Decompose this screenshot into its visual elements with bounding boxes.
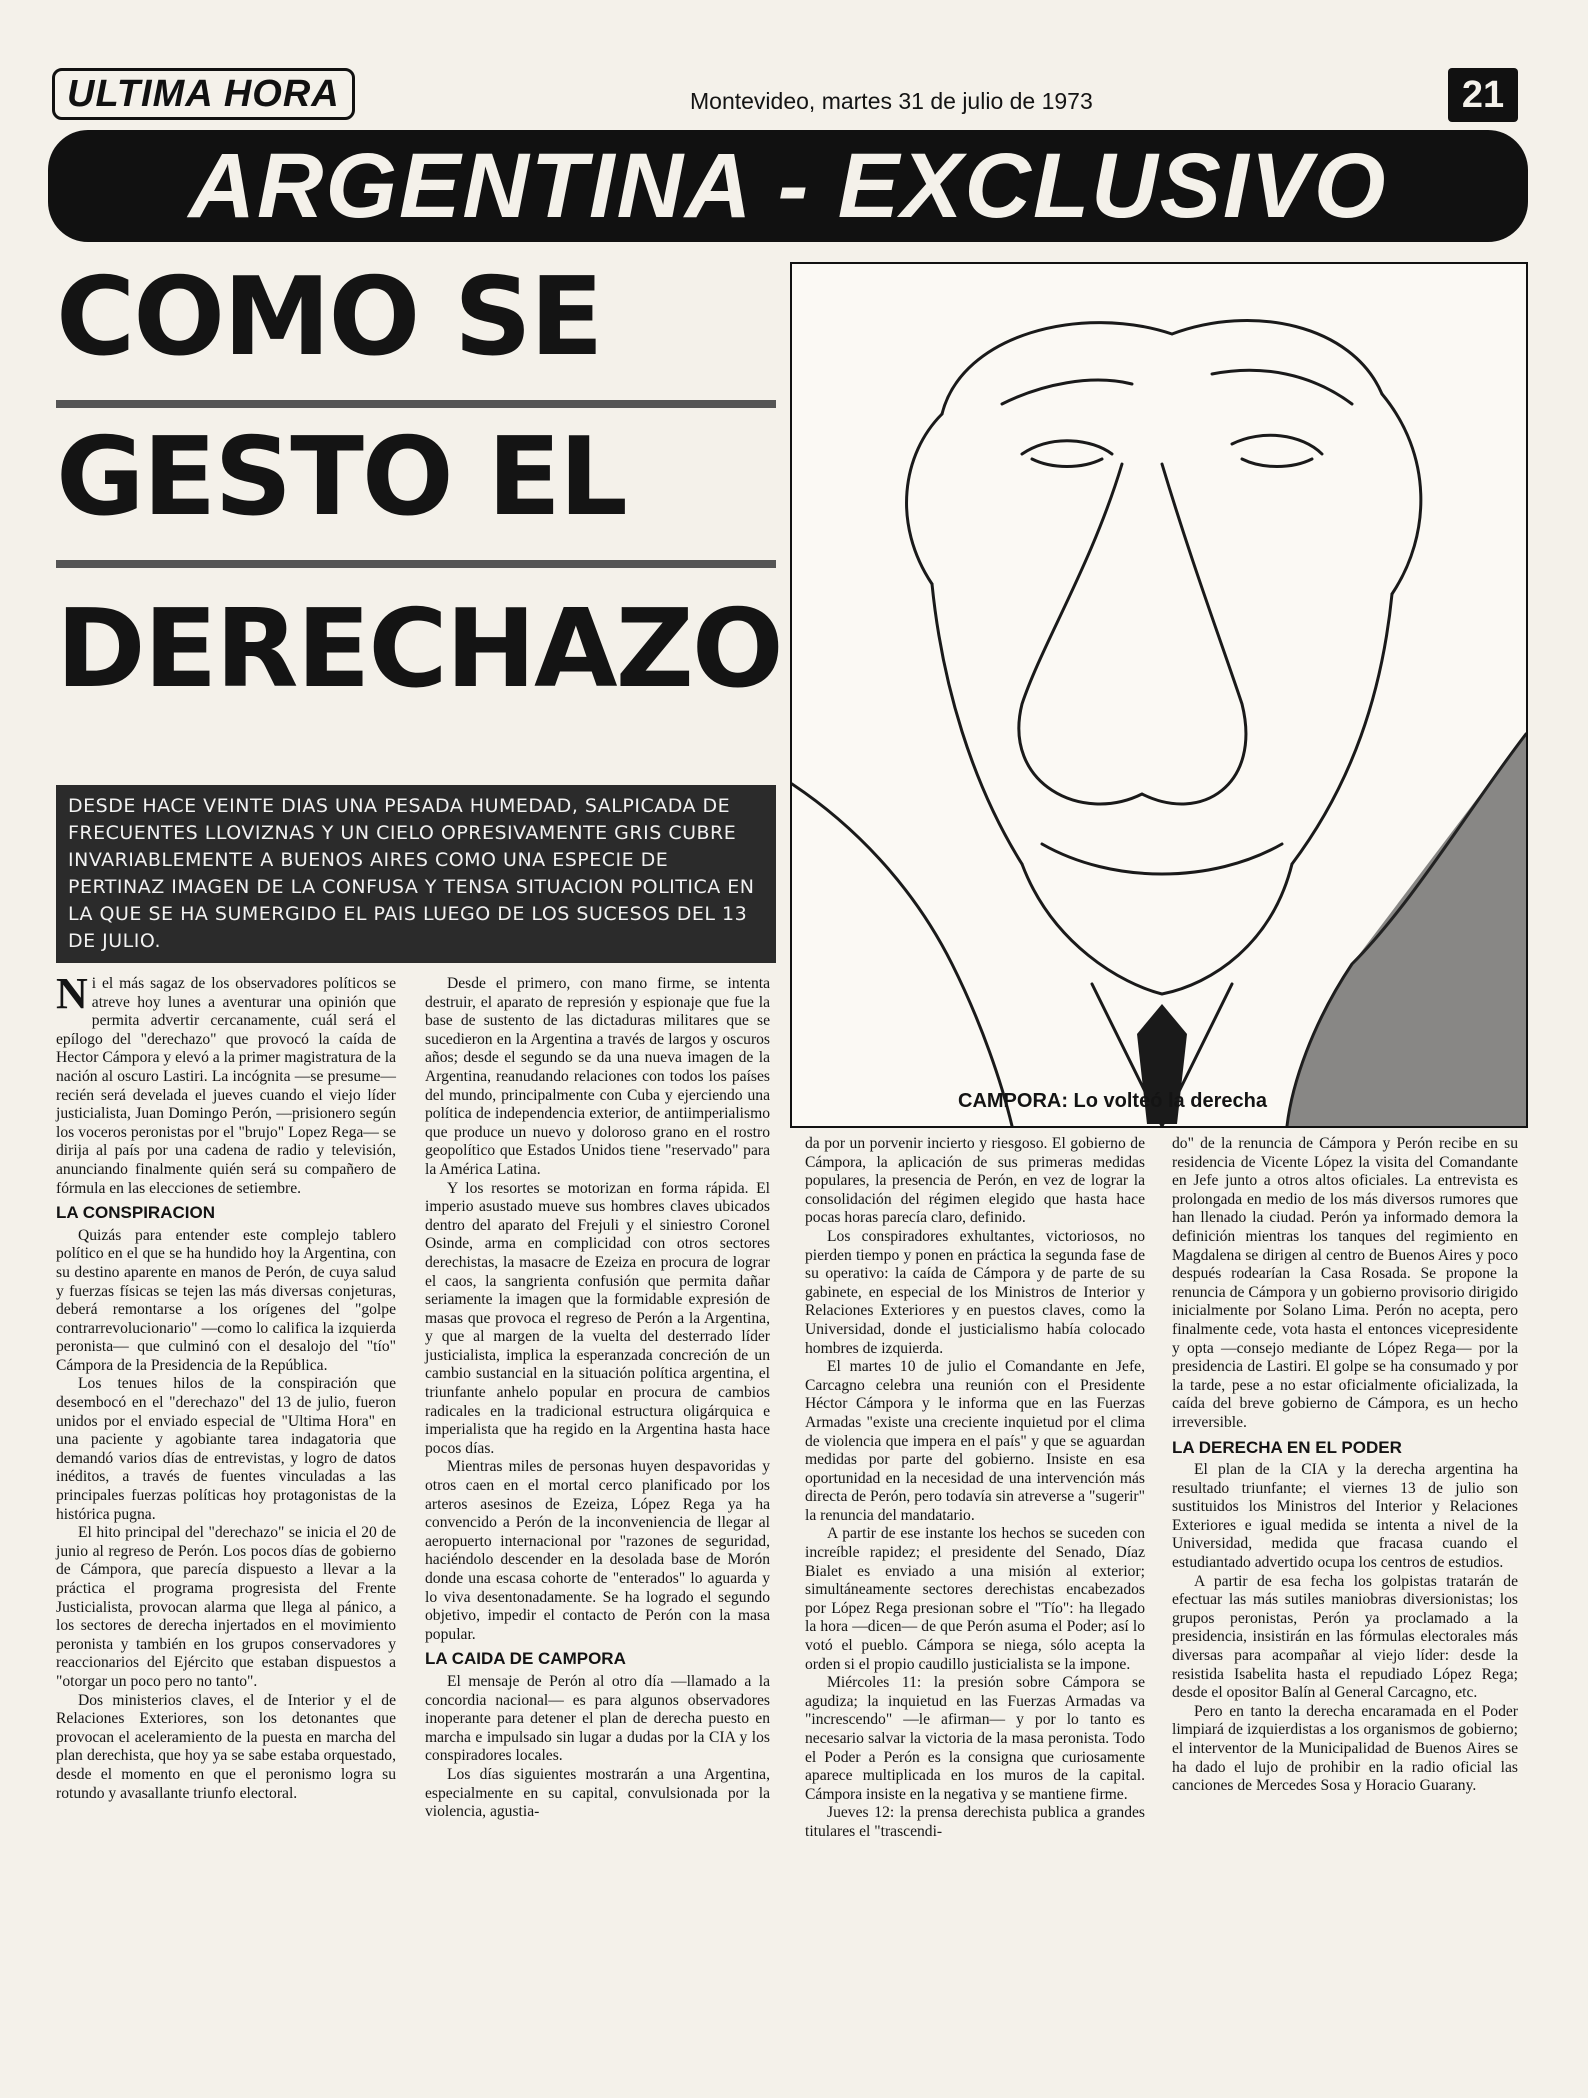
col3-paragraph-2: Los conspiradores exhultantes, victoriosos, no pierden tiempo y ponen en práctica la segunda fase de su operativo: la caída de Cámpora y de parte de su gabinete, en especial de los Ministros de Interior y Relaciones Exteriores y en puestos claves, como la Universidad, donde el justicialismo había colocado hombres de izquierda. — [805, 1227, 1145, 1357]
col4-subhead: LA DERECHA EN EL PODER — [1172, 1437, 1402, 1457]
article-column-3 — [805, 1135, 1145, 1842]
col3-paragraph-5: Miércoles 11: la presión sobre Cámpora se agudiza; la inquietud en las Fuerzas Armadas va "increscendo" —le afirman— y por lo tanto es necesario salvar la victoria de la masa peronista. Todo el Poder a Perón es la consigna que curiosamente aparece multiplicada en los muros de la capital. Cámpora insiste en la negativa y se mantiene firme. — [805, 1674, 1145, 1803]
col2-paragraph-3: Mientras miles de personas huyen despavoridas y otros caen en el mortal cerco planificado por los arteros asesinos de Ezeiza, López Rega ya ha convencido a Perón de la inconveniencia de llegar al aeropuerto internacional por "razones de seguridad, haciéndolo descender en la desolada base de Morón donde una escasa cohorte de "enterados" lo aguarda y lo viva desentonadamente. Se ha logrado el segundo objetivo, impedir el contacto de Perón con la masa popular. — [425, 1458, 770, 1643]
masthead-logo: ULTIMA HORA — [52, 68, 355, 120]
col1-paragraph-1 — [56, 969, 396, 1198]
section-banner-text: ARGENTINA - EXCLUSIVO — [188, 135, 1388, 237]
article-column-2 — [425, 975, 770, 1822]
col2-paragraph-1: Desde el primero, con mano firme, se intenta destruir, el aparato de represión y espionaje que fue la base de sustento de las dictaduras militares que se sucedieron en la Argentina a través de largos y oscuros años; desde el segundo se da una nueva imagen de la Argentina, reanudando relaciones con todos los países del mundo, principalmente con Cuba y ejerciendo una política de independencia exterior, de antiimperialismo que produce un nuevo y doloroso grano en el rostro geopolítico que Estados Unidos tiene "reservado" para la América Latina. — [425, 975, 770, 1178]
headline-line-1: COMO SE — [56, 255, 602, 380]
col4-paragraph-2: El plan de la CIA y la derecha argentina ha resultado triunfante; el viernes 13 de julio son sustituidos los Ministros del Interior y Relaciones Exteriores e igual medida se intenta a nivel de la Universidad, medida que fracasa cuando el estudiantado advertido ocupa los centros de estudios. — [1172, 1461, 1518, 1572]
col2-paragraph-2: Y los resortes se motorizan en forma rápida. El imperio asustado mueve sus hombres claves ubicados dentro del aparato del Frejuli y el siniestro Coronel Osinde, arma en complicidad con otros sectores derechistas, la masacre de Ezeiza en procura de lograr el caos, la sangrienta confusión que permita dañar seriamente la imagen que la formidable expresión de masas que provoca el regreso de Perón a la Argentina, y que al margen de la vuelta del desterrado líder justicialista, implica la esperanzada concreción de un cambio sustancial en la situación política argentina, el triunfante anhelo popular en procura de cambios radicales en la tradicional estructura oligárquica e imperialista que ha regido en la Argentina hasta hace pocos días. — [425, 1179, 770, 1457]
masthead — [52, 68, 422, 120]
drop-cap: N — [56, 969, 88, 1018]
col1-paragraph-3: Los tenues hilos de la conspiración que desembocó en el "derechazo" del 13 de julio, fueron unidos por el enviado especial de "Ultima Hora" en una paciente y agobiante tarea indagatoria que demandó varios días de entrevistas, y logro de datos inéditos, a través de fuentes vinculadas a las principales fuerzas políticas hoy protagonistas de la histórica pugna. — [56, 1375, 396, 1523]
headline-line-2: GESTO EL — [56, 415, 626, 540]
col2-subhead: LA CAIDA DE CAMPORA — [425, 1649, 626, 1669]
col3-paragraph-1: da por un porvenir incierto y riesgoso. El gobierno de Cámpora, la aplicación de sus primeras medidas populares, la presencia de Perón, en vez de lograr la consolidación del régimen elegido que hasta hace pocas horas parecía claro, definido. — [805, 1135, 1145, 1227]
col1-paragraph-5: Dos ministerios claves, el de Interior y el de Relaciones Exteriores, son los detonantes que provocan el aceleramiento de la puesta en marcha del plan derechista, que hoy ya se sabe estaba orquestado, desde el momento en que el peronismo logra su rotundo y avasallante triunfo electoral. — [56, 1691, 396, 1802]
col3-paragraph-4: A partir de ese instante los hechos se suceden con increíble rapidez; el presidente del Senado, Díaz Bialet es enviado a una misión al exterior; simultáneamente sectores derechistas encabezados por López Rega presionan sobre el "Tío": ha llegado la hora —dicen— de que Perón asuma el Poder; así lo votó el pueblo. Cámpora se niega, sólo acepta la orden si el propio caudillo justicialista se la impone. — [805, 1525, 1145, 1673]
col4-paragraph-3: A partir de esa fecha los golpistas tratarán de efectuar las más sutiles maniobras diversionistas; los grupos peronistas, Perón ya proclamado a la presidencia, insistirán en las fórmulas electorales más diversas para acompañar al viejo líder: desde la resistida Isabelita hasta el repudiado López Rega; desde el opositor Balín al General Carcagno, etc. — [1172, 1572, 1518, 1702]
col3-paragraph-3: El martes 10 de julio el Comandante en Jefe, Carcagno celebra una reunión con el Presidente Héctor Cámpora y le informa que en las Fuerzas Armadas "existe una creciente inquietud por el clima de violencia que impera en el país" y que se aguardan medidas por parte del gobierno. Insiste en esa oportunidad en la necesidad de una intervención más directa de Perón, pero todavía sin atreverse a "sugerir" la renuncia del mandatario. — [805, 1358, 1145, 1524]
caricature-drawing — [792, 264, 1526, 1126]
dateline: Montevideo, martes 31 de julio de 1973 — [690, 88, 1093, 114]
col3-paragraph-6: Jueves 12: la prensa derechista publica a grandes titulares el "trascendi- — [805, 1804, 1145, 1840]
col2-paragraph-4: El mensaje de Perón al otro día —llamado a la concordia nacional— es para algunos observadores inoperante para detener el plan de derecha puesto en marcha e impulsado sin lugar a dudas por la CIA y los conspiradores locales. — [425, 1672, 770, 1765]
page-number: 21 — [1448, 68, 1518, 122]
headline-rule-2 — [56, 560, 776, 568]
col1-subhead: LA CONSPIRACION — [56, 1203, 215, 1223]
col4-paragraph-4: Pero en tanto la derecha encaramada en el Poder limpiará de izquierdistas a los organismos de gobierno; el interventor de la Municipalidad de Buenos Aires se ha dado el lujo de prohibir en la radio oficial las canciones de Mercedes Sosa y Horacio Guarany. — [1172, 1702, 1518, 1795]
headline-line-3: DERECHAZO — [56, 587, 782, 712]
lead-paragraph: DESDE HACE VEINTE DIAS UNA PESADA HUMEDAD, SALPICADA DE FRECUENTES LLOVIZNAS Y UN CIELO OPRESIVAMENTE GRIS CUBRE INVARIABLEMENTE A BUENOS AIRES COMO UNA ESPECIE DE PERTINAZ IMAGEN DE LA CONFUSA Y TENSA SITUACION POLITICA EN LA QUE SE HA SUMERGIDO EL PAIS LUEGO DE LOS SUCESOS DEL 13 DE JULIO. — [56, 785, 776, 963]
col1-paragraph-4: El hito principal del "derechazo" se inicia el 20 de junio al regreso de Perón. Los pocos días de gobierno de Cámpora, que parecía dispuesto a llevar a la práctica el programa progresista del Frente Justicialista, provocan alarma que llega al pánico, a los sectores de derecha injertados en el movimiento peronista y también en los grupos conservadores y reaccionarios del Ejército que estaban dispuestos a "otorgar un poco pero no tanto". — [56, 1524, 396, 1690]
illustration-caption: CAMPORA: Lo volteó la derecha — [958, 1090, 1267, 1112]
article-column-4 — [1172, 1135, 1518, 1796]
caricature-illustration — [790, 262, 1528, 1128]
headline-rule-1 — [56, 400, 776, 408]
section-banner — [48, 130, 1528, 242]
article-column-1 — [56, 969, 396, 1803]
col4-paragraph-1: do" de la renuncia de Cámpora y Perón recibe en su residencia de Vicente López la visita del Comandante en Jefe junto a otros altos oficiales. La entrevista es prolongada en medio de los más diversos rumores que han llenado la ciudad. Perón ya informado demora la definición mientras los tanques del regimiento en Magdalena se dirigen al centro de Buenos Aires y poco después rodearían la Casa Rosada. Se propone la renuncia de Cámpora y un gobierno provisorio dirigido inicialmente por Solano Lima. Perón no acepta, pero finalmente cede, vota hasta el entonces vicepresidente y opta —consejo mediante de López Rega— por la presidencia de Lastiri. El golpe se ha consumado y por la tarde, pese a no estar oficialmente oficializada, la caída del breve gobierno de Cámpora, es un hecho irreversible. — [1172, 1135, 1518, 1431]
col2-paragraph-5: Los días siguientes mostrarán a una Argentina, especialmente en su capital, convulsionada por la violencia, agustia- — [425, 1765, 770, 1821]
col1-paragraph-2: Quizás para entender este complejo tablero político en el que se ha hundido hoy la Argentina, con su destino aparente en manos de Perón, de cuya salud y fuerzas físicas se tejen las más diversas conjeturas, deberá remontarse a los orígenes del "golpe contrarrevolucionario" —como lo califica la izquierda peronista— que culminó con el desalojo del "tío" Cámpora de la Presidencia de la República. — [56, 1226, 396, 1374]
col1-paragraph-1-text: i el más sagaz de los observadores políticos se atreve hoy lunes a aventurar una opinión que permita advertir cercanamente, cuál será el epílogo del "derechazo" que provocó la caída de Hector Cámpora y elevó a la primer magistratura de la nación al oscuro Lastiri. La incógnita —se presume— recién será develada el jueves cuando el viejo líder justicialista, Juan Domingo Perón, —prisionero según los voceros peronistas por el "brujo" Lopez Rega— se dirija al país por una cadena de radio y televisión, anunciando finalmente quién será su compañero de fórmula en las elecciones de setiembre. — [56, 975, 396, 1197]
